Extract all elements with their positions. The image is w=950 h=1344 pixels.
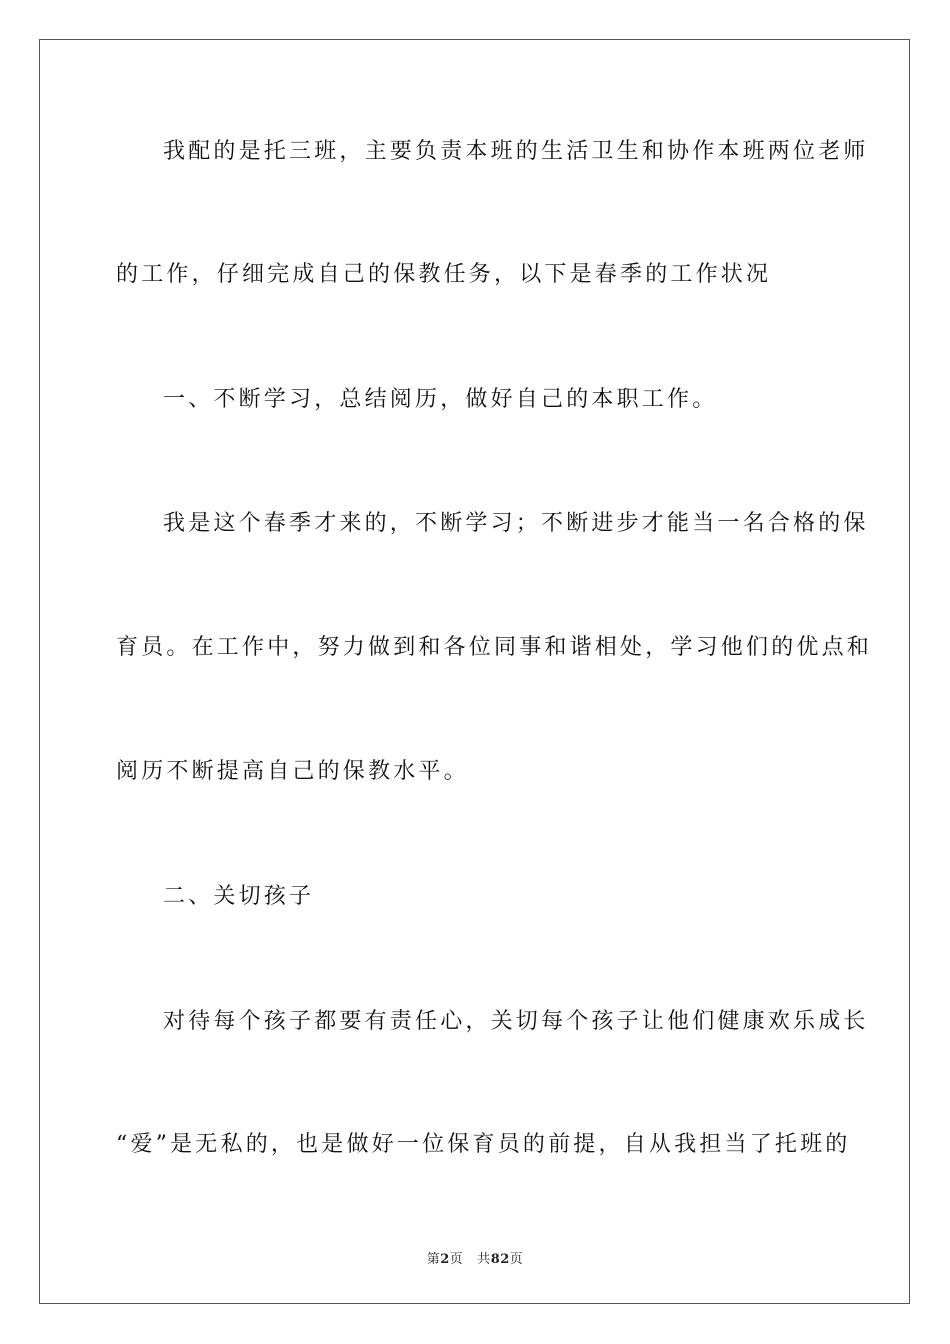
- page-suffix: 页: [449, 1252, 464, 1267]
- total-pages: 82: [490, 1252, 510, 1267]
- paragraph-line: 对待每个孩子都要有责任心，关切每个孩子让他们健康欢乐成长: [163, 1009, 869, 1034]
- paragraph-line: 育员。在工作中，努力做到和各位同事和谐相处，学习他们的优点和: [116, 635, 873, 660]
- total-suffix: 页: [509, 1252, 524, 1267]
- section-heading-1: 一、不断学习，总结阅历，做好自己的本职工作。: [163, 387, 718, 412]
- paragraph-line: 阅历不断提高自己的保教水平。: [116, 759, 469, 784]
- page-border: [39, 39, 910, 1304]
- section-heading-2: 二、关切孩子: [163, 884, 315, 909]
- paragraph-line: 我是这个春季才来的，不断学习；不断进步才能当一名合格的保: [163, 511, 869, 536]
- paragraph-line: 我配的是托三班，主要负责本班的生活卫生和协作本班两位老师: [163, 139, 869, 164]
- paragraph-line: 的工作，仔细完成自己的保教任务，以下是春季的工作状况: [116, 262, 772, 287]
- page-prefix: 第: [426, 1252, 441, 1267]
- page-footer: [0, 1248, 950, 1267]
- page-number: 2: [440, 1252, 450, 1267]
- total-prefix: 共: [477, 1252, 491, 1267]
- paragraph-line: “爱”是无私的，也是做好一位保育员的前提，自从我担当了托班的: [116, 1132, 851, 1157]
